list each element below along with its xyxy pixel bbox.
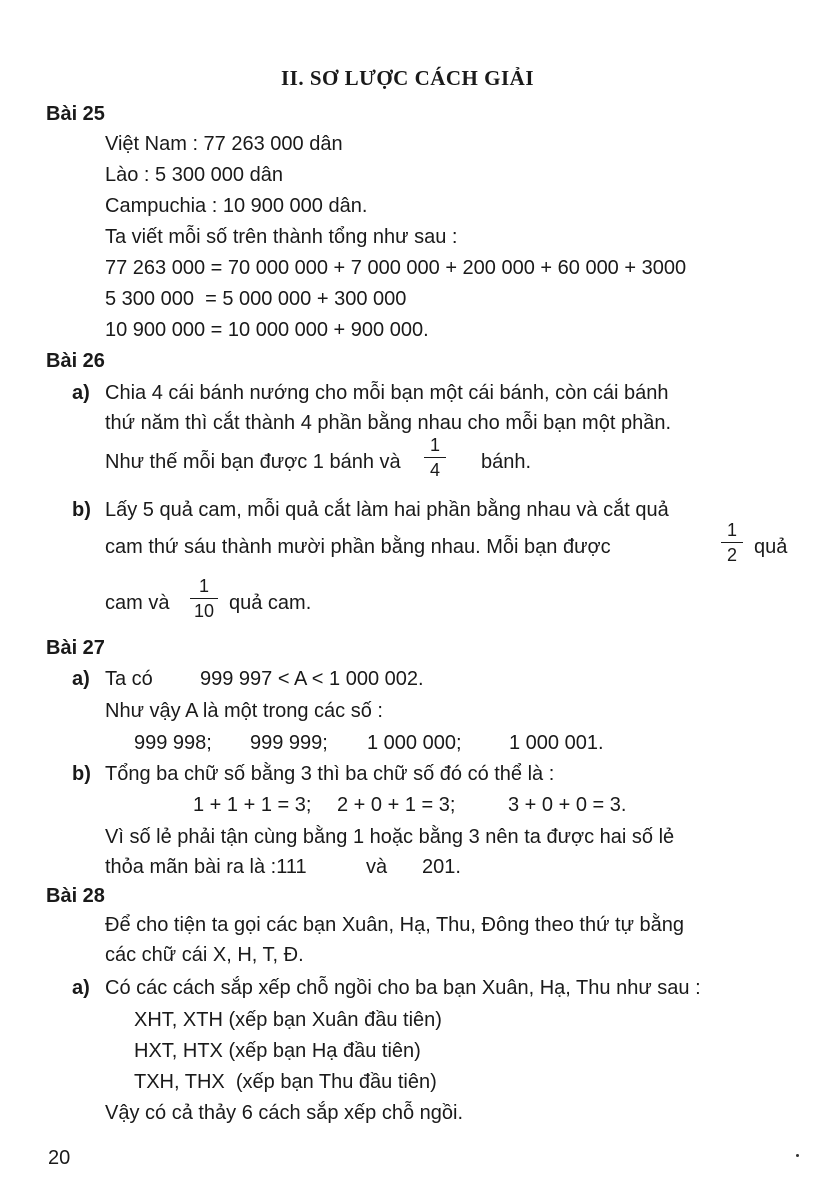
item-label-a: a)	[72, 668, 90, 690]
bai-27-b-line: thỏa mãn bài ra là :111	[105, 856, 307, 878]
fraction-numerator: 1	[198, 576, 209, 596]
item-label-b: b)	[72, 499, 91, 521]
fraction-one-tenth	[190, 577, 218, 620]
bai-27-number: 1 000 000;	[367, 732, 462, 754]
bai-27-number: 999 999;	[250, 732, 328, 754]
item-label-a: a)	[72, 382, 90, 404]
fraction-denominator: 10	[193, 601, 215, 621]
section-title: II. SƠ LƯỢC CÁCH GIẢI	[280, 66, 534, 90]
bai-28-intro: các chữ cái X, H, T, Đ.	[105, 944, 304, 966]
bai-26-a-line: thứ năm thì cắt thành 4 phần bằng nhau cho mỗi bạn một phần.	[105, 412, 672, 434]
bai-27-a-line: Như vậy A là một trong các số :	[105, 700, 383, 722]
bai-25-line: Campuchia : 10 900 000 dân.	[105, 195, 368, 217]
bai-28-arrangement: TXH, THX (xếp bạn Thu đầu tiên)	[134, 1071, 437, 1093]
fraction-denominator: 4	[429, 460, 440, 480]
bai-26-b-line: quả	[754, 536, 788, 558]
bai-27-heading: Bài 27	[46, 637, 105, 659]
fraction-numerator: 1	[429, 435, 440, 455]
bai-28-a-line: Có các cách sắp xếp chỗ ngồi cho ba bạn Xuân, Hạ, Thu như sau :	[105, 977, 701, 999]
item-label-b: b)	[72, 763, 91, 785]
bai-27-a-inequality: 999 997 < A < 1 000 002.	[200, 668, 424, 690]
bai-25-equation: 10 900 000 = 10 000 000 + 900 000.	[105, 319, 429, 341]
scan-speck	[796, 1154, 799, 1157]
bai-27-sum: 1 + 1 + 1 = 3;	[193, 794, 312, 816]
bai-25-equation: 5 300 000 = 5 000 000 + 300 000	[105, 288, 407, 310]
bai-27-sum: 3 + 0 + 0 = 3.	[508, 794, 627, 816]
bai-26-a-line: Như thế mỗi bạn được 1 bánh và	[105, 451, 401, 473]
bai-25-line: Ta viết mỗi số trên thành tổng như sau :	[105, 226, 458, 248]
bai-25-line: Việt Nam : 77 263 000 dân	[105, 133, 343, 155]
bai-26-b-line: cam thứ sáu thành mười phần bằng nhau. Mỗi bạn được	[105, 536, 611, 558]
bai-26-b-line: cam và	[105, 592, 170, 614]
bai-26-a-line: bánh.	[481, 451, 532, 473]
bai-25-line: Lào : 5 300 000 dân	[105, 164, 283, 186]
bai-28-heading: Bài 28	[46, 885, 105, 907]
fraction-denominator: 2	[726, 545, 737, 565]
bai-27-number: 999 998;	[134, 732, 212, 754]
bai-27-b-line: 201.	[422, 856, 461, 878]
bai-27-a-line: Ta có	[105, 668, 153, 690]
bai-26-a-line: Chia 4 cái bánh nướng cho mỗi bạn một cái bánh, còn cái bánh	[105, 382, 669, 404]
bai-28-conclusion: Vậy có cả thảy 6 cách sắp xếp chỗ ngồi.	[105, 1102, 463, 1124]
bai-27-b-line: Vì số lẻ phải tận cùng bằng 1 hoặc bằng 3 nên ta được hai số lẻ	[105, 826, 675, 848]
bai-25-heading: Bài 25	[46, 103, 105, 125]
bai-28-intro: Để cho tiện ta gọi các bạn Xuân, Hạ, Thu, Đông theo thứ tự bằng	[105, 914, 685, 936]
bai-26-heading: Bài 26	[46, 350, 105, 372]
bai-26-b-line: Lấy 5 quả cam, mỗi quả cắt làm hai phần bằng nhau và cắt quả	[105, 499, 669, 521]
fraction-one-quarter	[424, 436, 446, 479]
bai-25-equation: 77 263 000 = 70 000 000 + 7 000 000 + 200 000 + 60 000 + 3000	[105, 257, 687, 279]
bai-28-arrangement: HXT, HTX (xếp bạn Hạ đầu tiên)	[134, 1040, 421, 1062]
bai-28-arrangement: XHT, XTH (xếp bạn Xuân đầu tiên)	[134, 1009, 442, 1031]
bai-27-b-line: và	[366, 856, 388, 878]
fraction-one-half	[721, 521, 743, 564]
bai-26-b-line: quả cam.	[229, 592, 312, 614]
bai-27-sum: 2 + 0 + 1 = 3;	[337, 794, 456, 816]
page-number: 20	[48, 1147, 71, 1169]
fraction-numerator: 1	[726, 520, 737, 540]
bai-27-b-line: Tổng ba chữ số bằng 3 thì ba chữ số đó có thể là :	[105, 763, 555, 785]
bai-27-number: 1 000 001.	[509, 732, 604, 754]
item-label-a: a)	[72, 977, 90, 999]
